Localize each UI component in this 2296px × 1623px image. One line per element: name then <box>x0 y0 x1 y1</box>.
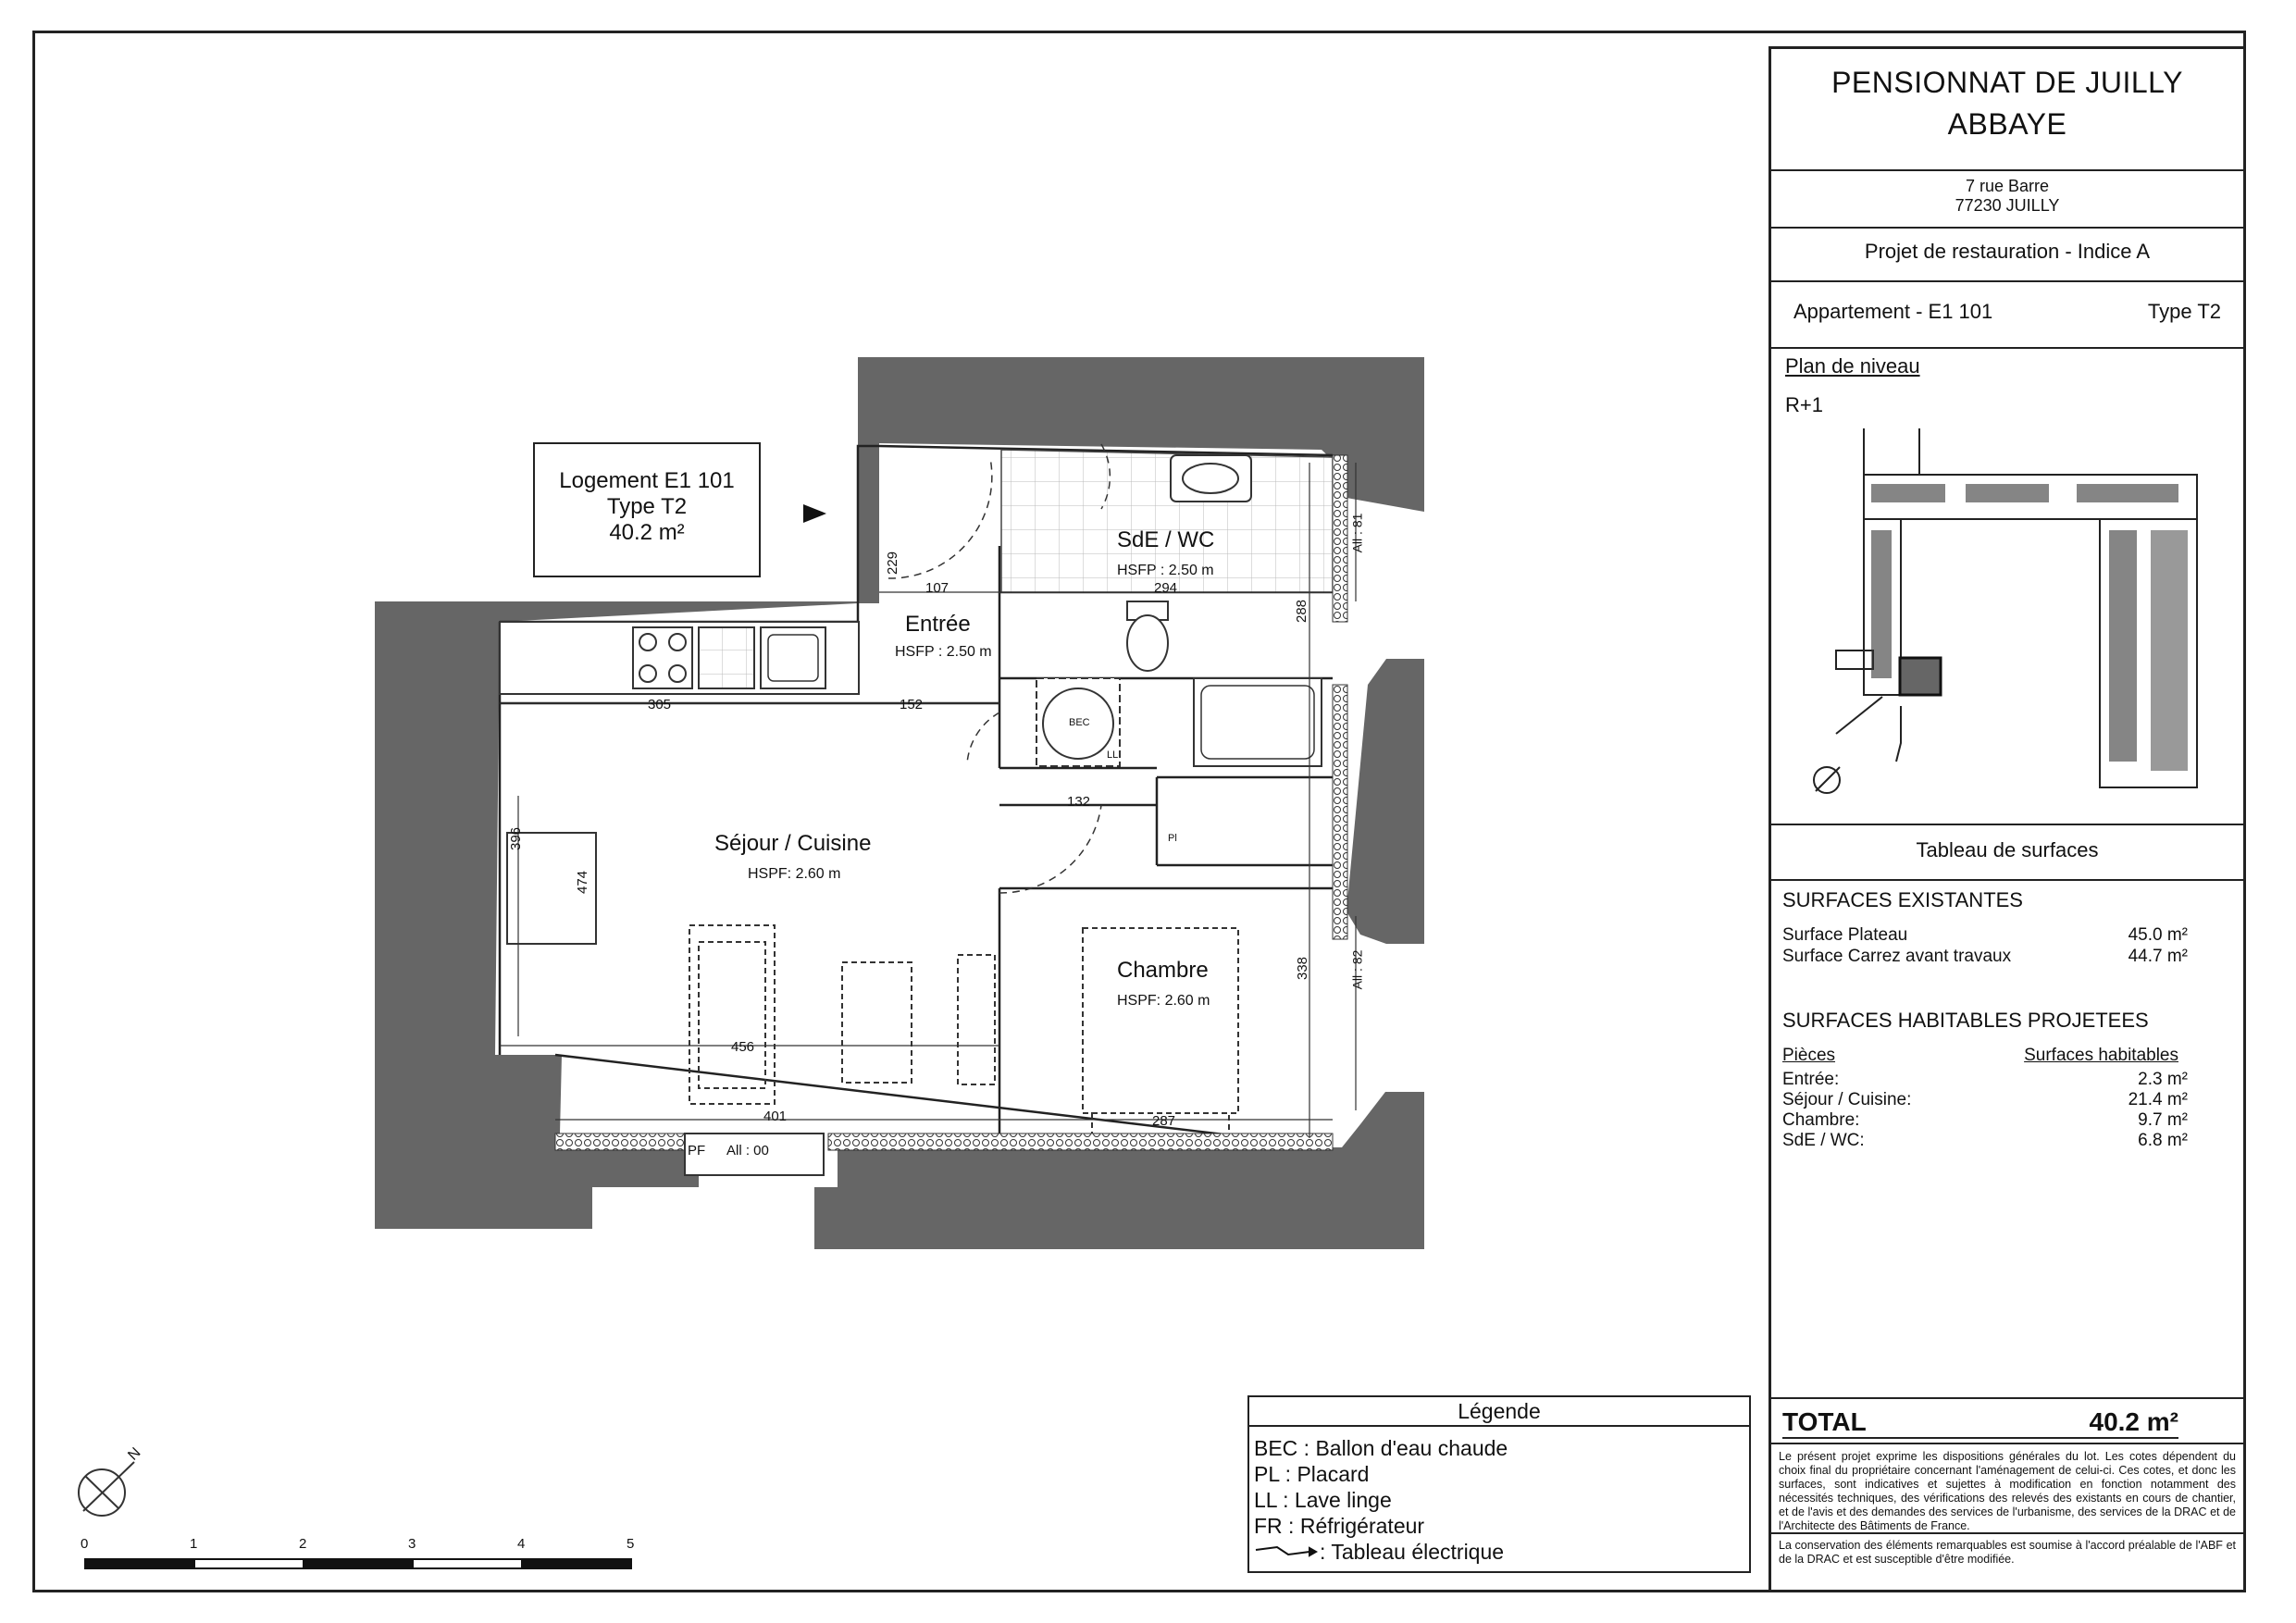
dim-287: 287 <box>1152 1113 1176 1129</box>
phase-row <box>1771 227 2243 282</box>
bec-label: BEC <box>1069 717 1090 728</box>
phase-label: Projet de restauration - Indice A <box>1864 240 2151 263</box>
scale-tick-5: 5 <box>627 1536 635 1552</box>
scale-tick-3: 3 <box>408 1536 416 1552</box>
apartment-label: Appartement - E1 101 <box>1793 300 1993 323</box>
dim-all82: All : 82 <box>1349 949 1365 990</box>
dim-288: 288 <box>1294 599 1310 624</box>
legend-item-bec: BEC : Ballon d'eau chaude <box>1254 1436 1508 1460</box>
dim-396: 396 <box>508 826 525 851</box>
surfaces-heading: Tableau de surfaces <box>1916 838 2099 861</box>
dim-107: 107 <box>925 580 949 596</box>
unit-type: Type T2 <box>606 494 688 519</box>
project-name-row <box>1771 49 2243 171</box>
room-chambre-name: Chambre <box>1117 958 1209 983</box>
dim-401: 401 <box>763 1109 788 1124</box>
total-row <box>1782 1400 2178 1439</box>
dim-338: 338 <box>1295 956 1311 981</box>
address-2: 77230 JUILLY <box>1955 196 2060 215</box>
dim-474: 474 <box>575 870 591 895</box>
room-row-0 <box>1782 1070 2188 1090</box>
wc-bowl-icon <box>1127 615 1168 671</box>
disclaimer-divider <box>1771 1443 2243 1444</box>
north-arrow-icon <box>79 1462 134 1516</box>
total-label: TOTAL <box>1782 1407 1867 1436</box>
room-value-1: 21.4 m² <box>2128 1090 2188 1109</box>
address-row <box>1771 169 2243 229</box>
room-value-2: 9.7 m² <box>2138 1110 2188 1130</box>
dim-all00: All : 00 <box>726 1143 769 1158</box>
total-value: 40.2 m² <box>2089 1407 2178 1436</box>
existing-value-1: 44.7 m² <box>2128 947 2188 966</box>
title-block <box>1769 46 2246 1592</box>
room-value-0: 2.3 m² <box>2138 1070 2188 1089</box>
disclaimer-divider-2 <box>1771 1532 2243 1534</box>
project-name-1: PENSIONNAT DE JUILLY <box>1831 66 2183 99</box>
unit-name: Logement E1 101 <box>559 468 735 493</box>
apartment-row <box>1771 280 2243 349</box>
room-label-1: Séjour / Cuisine: <box>1782 1090 1912 1109</box>
room-label-0: Entrée: <box>1782 1070 1840 1089</box>
bathtub-icon <box>1194 678 1322 766</box>
total-divider <box>1771 1397 2243 1399</box>
room-label-3: SdE / WC: <box>1782 1131 1865 1150</box>
room-row-3 <box>1782 1131 2188 1151</box>
pf-label: PF <box>688 1143 706 1158</box>
scale-tick-2: 2 <box>299 1536 307 1552</box>
dim-all81: All : 81 <box>1349 513 1365 553</box>
room-sejour-hspf: HSPF: 2.60 m <box>748 866 841 882</box>
room-entree-name: Entrée <box>905 612 971 637</box>
dim-456: 456 <box>731 1039 755 1055</box>
dim-152: 152 <box>900 697 924 712</box>
existing-heading: SURFACES EXISTANTES <box>1782 888 2023 911</box>
dim-132: 132 <box>1067 794 1091 810</box>
site-key-plan <box>1808 428 2215 799</box>
room-sejour-name: Séjour / Cuisine <box>714 831 872 856</box>
level-plan-heading: Plan de niveau <box>1785 354 1920 378</box>
room-row-1 <box>1782 1090 2188 1110</box>
disclaimer-1: Le présent projet exprime les dispositions générales du lot. Les cotes dépendent du choix final du propriétaire concernant l'aménagement de celui-ci. Ces cotes, et donc les surfaces, sont indicatives et sujettes à modification en fonction notamment des nécessités techniques, des vérifications des relevés des existants en cours de chantier, et de l'avis et des demandes des services de l'urbanisme, des services de la DRAC et de l'Architecte des Bâtiments de France. <box>1779 1450 2236 1532</box>
projected-heading: SURFACES HABITABLES PROJETEES <box>1782 1009 2149 1032</box>
col-surfaces: Surfaces habitables <box>2024 1046 2178 1065</box>
dim-294: 294 <box>1154 580 1178 596</box>
scale-bar <box>85 1559 631 1568</box>
projected-columns <box>1782 1046 2178 1066</box>
legend-item-ll: LL : Lave linge <box>1254 1488 1392 1512</box>
level-plan-section <box>1771 347 2243 825</box>
dim-229: 229 <box>885 551 901 576</box>
scale-tick-0: 0 <box>81 1536 89 1552</box>
room-chambre-hspf: HSPF: 2.60 m <box>1117 993 1210 1009</box>
scale-tick-4: 4 <box>517 1536 526 1552</box>
col-rooms: Pièces <box>1782 1046 1836 1065</box>
scale-tick-1: 1 <box>190 1536 198 1552</box>
existing-row-0 <box>1782 925 2188 946</box>
drainboard-icon <box>699 627 754 688</box>
legend-item-fr: FR : Réfrigérateur <box>1254 1514 1425 1538</box>
pl-label: Pl <box>1168 833 1177 844</box>
surfaces-heading-row <box>1771 824 2243 881</box>
project-name-2: ABBAYE <box>1947 107 2067 141</box>
room-entree-hsfp: HSFP : 2.50 m <box>895 644 992 660</box>
north-label: N <box>125 1444 144 1464</box>
existing-row-1 <box>1782 947 2188 967</box>
disclaimer-2: La conservation des éléments remarquables est soumise à l'accord préalable de l'ABF et de la DRAC et est susceptible d'être modifiée. <box>1779 1539 2236 1566</box>
existing-value-0: 45.0 m² <box>2128 925 2188 945</box>
apartment-location-marker <box>1900 658 1941 695</box>
legend-box <box>1247 1395 1751 1573</box>
legend-item-pl: PL : Placard <box>1254 1462 1370 1486</box>
apartment-type: Type T2 <box>2147 300 2221 323</box>
room-row-2 <box>1782 1110 2188 1131</box>
room-value-3: 6.8 m² <box>2138 1131 2188 1150</box>
surfaces-body <box>1771 879 2243 1397</box>
existing-label-1: Surface Carrez avant travaux <box>1782 947 2012 966</box>
room-label-2: Chambre: <box>1782 1110 1860 1130</box>
existing-label-0: Surface Plateau <box>1782 925 1908 945</box>
unit-arrow-icon <box>803 504 826 523</box>
address-1: 7 rue Barre <box>1965 177 2050 195</box>
dim-305: 305 <box>648 697 672 712</box>
room-sde-name: SdE / WC <box>1117 527 1215 552</box>
unit-area: 40.2 m² <box>609 520 685 545</box>
room-sde-hsfp: HSFP : 2.50 m <box>1117 563 1214 578</box>
ll-label: LL <box>1107 750 1119 761</box>
unit-box <box>533 442 761 577</box>
legend-item-tableau: : Tableau électrique <box>1320 1540 1505 1564</box>
legend-title: Légende <box>1249 1397 1749 1427</box>
level-label: R+1 <box>1785 393 1823 416</box>
